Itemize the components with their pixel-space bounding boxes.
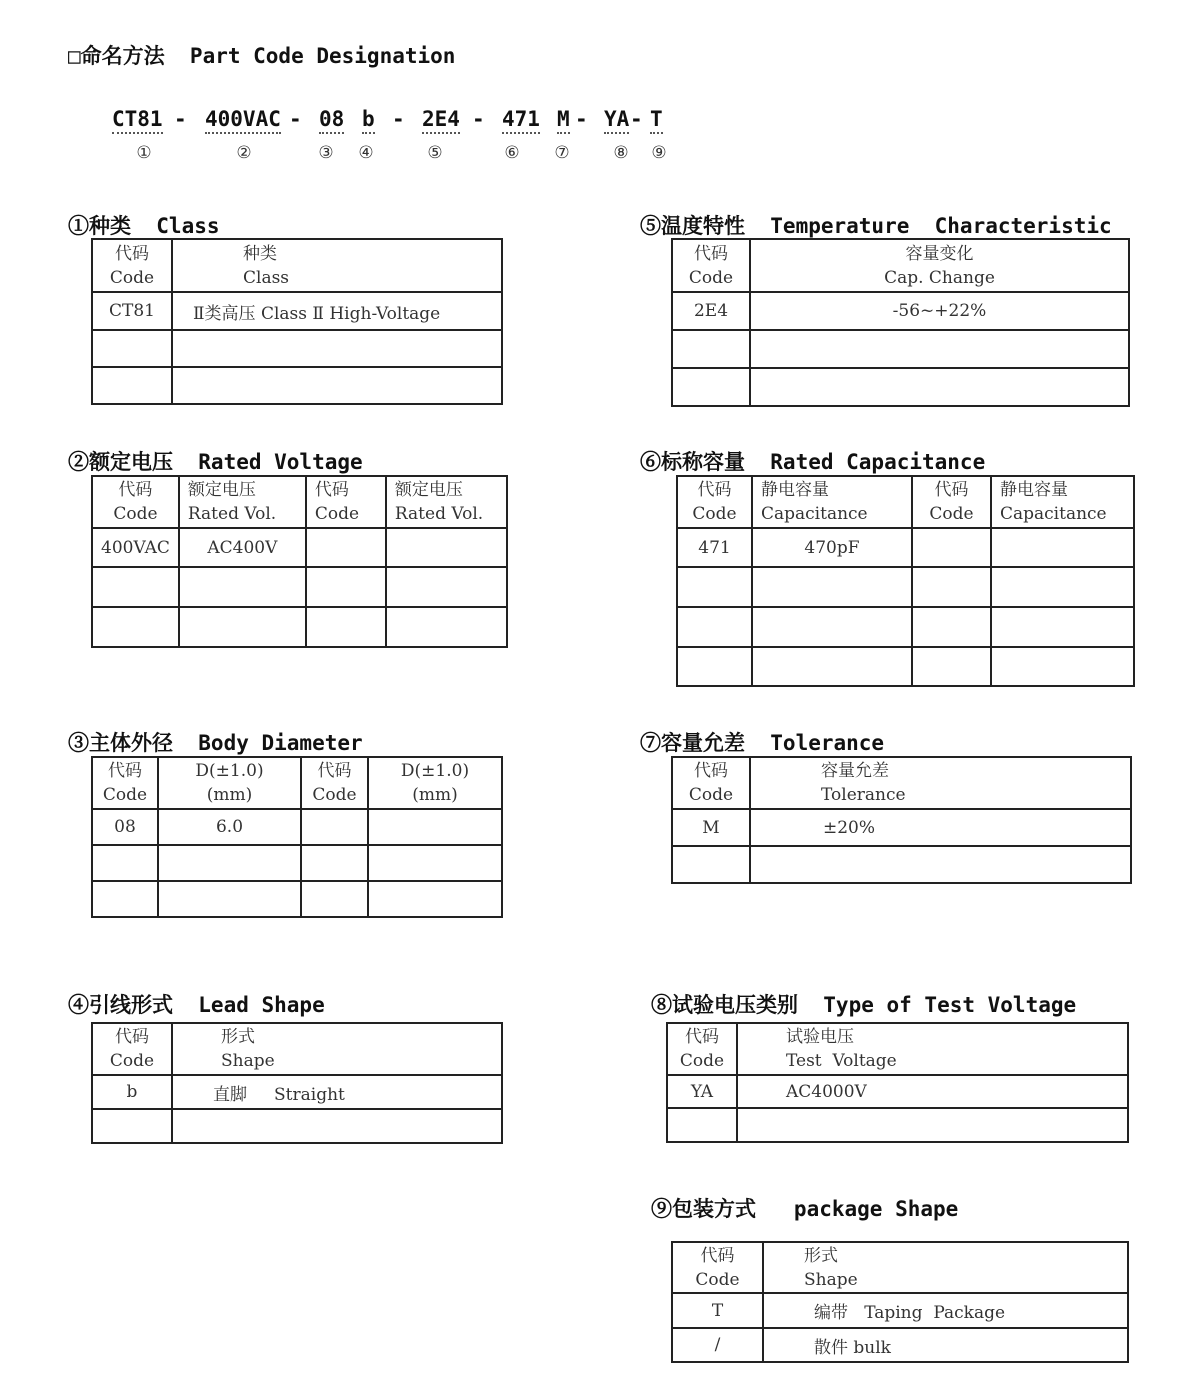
table-cell: 直脚 Straight (172, 1075, 502, 1109)
table-cell: Ⅱ类高压 Class Ⅱ High-Voltage (172, 292, 502, 330)
table-cell: / (672, 1328, 763, 1362)
header-cell: 代码 Code (672, 757, 750, 809)
table-cell (306, 567, 386, 607)
code-number: ⑤ (427, 143, 443, 163)
table-cell (672, 330, 750, 368)
table-cell (677, 647, 752, 686)
code-segment-temperature: 2E4 (422, 107, 460, 134)
table-cell (301, 845, 368, 881)
table-cell (368, 845, 502, 881)
table-cell (172, 367, 502, 404)
table-cell: b (92, 1075, 172, 1109)
table-cell: 散件 bulk (763, 1328, 1128, 1362)
header-cell: 代码 Code (306, 476, 386, 528)
code-number: ⑦ (554, 143, 570, 163)
header-cell: 代码 Code (912, 476, 991, 528)
code-number: ④ (358, 143, 374, 163)
table-cell: AC400V (179, 528, 306, 567)
table-cell: 471 (677, 528, 752, 567)
header-cell: 种类 Class (172, 239, 502, 292)
header-cell: 代码 Code (301, 757, 368, 809)
table-cell (991, 647, 1134, 686)
header-cell: 代码 Code (92, 1023, 172, 1075)
table-cell (677, 567, 752, 607)
class-table (91, 238, 503, 405)
table-cell (92, 367, 172, 404)
header-cell: 额定电压 Rated Vol. (386, 476, 507, 528)
code-number: ① (136, 143, 152, 163)
table-cell: 400VAC (92, 528, 179, 567)
header-cell: 形式 Shape (172, 1023, 502, 1075)
header-cell: 容量变化 Cap. Change (750, 239, 1129, 292)
code-number: ⑧ (613, 143, 629, 163)
table-cell (991, 607, 1134, 647)
table-cell (92, 607, 179, 647)
table-cell (912, 567, 991, 607)
code-number: ⑥ (504, 143, 520, 163)
table-cell (301, 881, 368, 917)
table-cell (92, 567, 179, 607)
code-segment-voltage: 400VAC (205, 107, 281, 134)
code-separator: - (630, 107, 643, 131)
rated-voltage-table (91, 475, 508, 648)
section-heading-rated-capacitance: ⑥标称容量 Rated Capacitance (640, 450, 986, 474)
table-cell: 2E4 (672, 292, 750, 330)
table-cell (368, 809, 502, 845)
header-cell: D(±1.0) (mm) (158, 757, 301, 809)
code-segment-class: CT81 (112, 107, 163, 134)
header-cell: 代码 Code (92, 757, 158, 809)
table-cell (991, 567, 1134, 607)
package-table (671, 1241, 1129, 1363)
code-number: ⑨ (651, 143, 667, 163)
table-cell: CT81 (92, 292, 172, 330)
code-segment-package: T (650, 107, 663, 134)
page-title: □命名方法 Part Code Designation (68, 44, 456, 68)
code-segment-tolerance: M (557, 107, 570, 134)
table-cell (92, 845, 158, 881)
table-cell (750, 368, 1129, 406)
section-heading-lead-shape: ④引线形式 Lead Shape (68, 993, 325, 1017)
table-cell (92, 881, 158, 917)
code-segment-diameter: 08 (319, 107, 344, 134)
table-cell (750, 846, 1131, 883)
table-cell: M (672, 809, 750, 846)
body-diameter-table (91, 756, 503, 918)
header-cell: 代码 Code (672, 1242, 763, 1293)
table-cell (912, 607, 991, 647)
header-cell: 额定电压 Rated Vol. (179, 476, 306, 528)
table-cell (752, 567, 912, 607)
header-cell: 试验电压 Test Voltage (737, 1023, 1128, 1075)
header-cell: 代码 Code (92, 476, 179, 528)
tolerance-table (671, 756, 1132, 884)
header-cell: 代码 Code (92, 239, 172, 292)
table-cell: AC4000V (737, 1075, 1128, 1108)
header-cell: 静电容量 Capacitance (991, 476, 1134, 528)
table-cell (677, 607, 752, 647)
table-cell (179, 567, 306, 607)
table-cell (386, 567, 507, 607)
table-cell (92, 330, 172, 367)
section-heading-body-diameter: ③主体外径 Body Diameter (68, 731, 363, 755)
table-cell (172, 1109, 502, 1143)
table-cell (306, 607, 386, 647)
code-segment-lead: b (362, 107, 375, 134)
section-heading-package: ⑨包装方式 package Shape (651, 1197, 959, 1221)
header-cell: 代码 Code (667, 1023, 737, 1075)
section-heading-temperature: ⑤温度特性 Temperature Characteristic (640, 214, 1112, 238)
table-cell (158, 845, 301, 881)
table-cell (667, 1108, 737, 1142)
code-segment-capacitance: 471 (502, 107, 540, 134)
lead-shape-table (91, 1022, 503, 1144)
table-cell (301, 809, 368, 845)
test-voltage-table (666, 1022, 1129, 1143)
table-cell (912, 528, 991, 567)
code-separator: - (174, 107, 187, 131)
table-cell (158, 881, 301, 917)
table-cell (92, 1109, 172, 1143)
header-cell: 代码 Code (677, 476, 752, 528)
table-cell (750, 330, 1129, 368)
code-separator: - (392, 107, 405, 131)
code-number: ③ (318, 143, 334, 163)
table-cell: YA (667, 1075, 737, 1108)
table-cell (386, 528, 507, 567)
table-cell (672, 368, 750, 406)
table-cell (172, 330, 502, 367)
table-cell (672, 846, 750, 883)
table-cell: 08 (92, 809, 158, 845)
code-segment-test-voltage: YA (604, 107, 629, 134)
section-heading-tolerance: ⑦容量允差 Tolerance (640, 731, 885, 755)
table-cell (737, 1108, 1128, 1142)
table-cell (912, 647, 991, 686)
header-cell: 静电容量 Capacitance (752, 476, 912, 528)
header-cell: 容量允差 Tolerance (750, 757, 1131, 809)
header-cell: D(±1.0) (mm) (368, 757, 502, 809)
table-cell (306, 528, 386, 567)
table-cell: 6.0 (158, 809, 301, 845)
table-cell (386, 607, 507, 647)
table-cell: T (672, 1293, 763, 1328)
table-cell (368, 881, 502, 917)
table-cell (179, 607, 306, 647)
table-cell (752, 607, 912, 647)
table-cell (752, 647, 912, 686)
table-cell: ±20% (750, 809, 1131, 846)
table-cell: 470pF (752, 528, 912, 567)
header-cell: 形式 Shape (763, 1242, 1128, 1293)
section-heading-test-voltage: ⑧试验电压类别 Type of Test Voltage (651, 993, 1077, 1017)
table-cell (991, 528, 1134, 567)
section-heading-rated-voltage: ②额定电压 Rated Voltage (68, 450, 363, 474)
code-separator: - (575, 107, 588, 131)
table-cell: 编带 Taping Package (763, 1293, 1128, 1328)
code-number: ② (236, 143, 252, 163)
header-cell: 代码 Code (672, 239, 750, 292)
temperature-table (671, 238, 1130, 407)
code-separator: - (472, 107, 485, 131)
rated-capacitance-table (676, 475, 1135, 687)
section-heading-class: ①种类 Class (68, 214, 220, 238)
table-cell: -56~+22% (750, 292, 1129, 330)
code-separator: - (289, 107, 302, 131)
